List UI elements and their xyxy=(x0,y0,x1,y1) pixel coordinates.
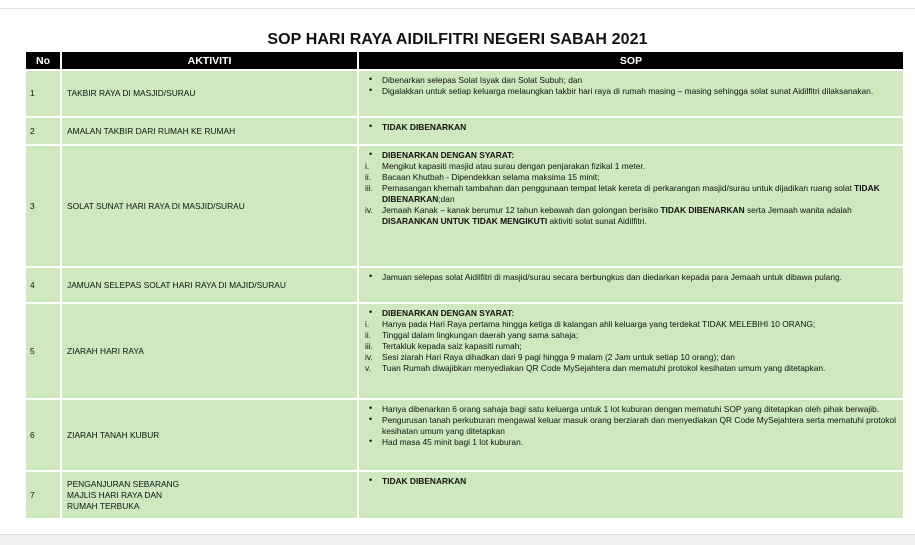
item-emphasis: TIDAK DIBENARKAN xyxy=(660,205,745,215)
activity-name-line: MAJLIS HARI RAYA DAN xyxy=(67,489,163,500)
top-divider xyxy=(0,8,915,9)
sop-bullet: • Dibenarkan selepas Solat Isyak dan Solat Subuh; dan xyxy=(365,75,897,86)
page-title: SOP HARI RAYA AIDILFITRI NEGERI SABAH 2021 xyxy=(267,31,648,48)
item-text: Mengikut kapasiti masjid atau surau dengan penjarakan fizikal 1 meter. xyxy=(382,161,646,171)
sop-cell xyxy=(359,268,903,302)
item-text: Bacaan Khutbah - Dipendekkan selama maksima 15 minit; xyxy=(382,172,600,182)
sop-item xyxy=(365,363,897,374)
sop-item xyxy=(365,172,897,183)
sop-table xyxy=(24,50,905,520)
row-number: 4 xyxy=(26,268,60,302)
item-text: Tertakluk kepada saiz kapasiti rumah; xyxy=(382,341,522,351)
sop-item xyxy=(365,319,897,330)
item-emphasis: DISARANKAN UNTUK TIDAK MENGIKUTI xyxy=(382,216,548,226)
item-number: ii. xyxy=(365,330,372,340)
table-row xyxy=(26,472,903,518)
sop-bullet: • Hanya dibenarkan 6 orang sahaja bagi satu keluarga untuk 1 lot kuburan dengan mematuhi SOP yang ditetapkan oleh pihak berwajib. xyxy=(365,404,897,415)
sop-bullet: • Pengurusan tanah perkuburan mengawal keluar masuk orang berziarah dan menyediakan QR Code MySejahtera serta mematuhi protokol kesihatan umum yang ditetapkan xyxy=(365,415,897,437)
row-number: 3 xyxy=(26,146,60,266)
item-number: iv. xyxy=(365,205,373,215)
item-number: iii. xyxy=(365,183,373,193)
item-text: Sesi ziarah Hari Raya dihadkan dari 9 pagi hingga 9 malam (2 Jam untuk setiap 10 orang); dan xyxy=(382,352,735,362)
activity-name: ZIARAH HARI RAYA xyxy=(62,304,357,398)
row-number: 5 xyxy=(26,304,60,398)
activity-name: SOLAT SUNAT HARI RAYA DI MASJID/SURAU xyxy=(62,146,357,266)
sop-item xyxy=(365,330,897,341)
sop-bullet: • Digalakkan untuk setiap keluarga melaungkan takbir hari raya di rumah masing – masing sehingga solat sunat Aidilfitri dilaksanakan. xyxy=(365,86,897,97)
sop-status: • DIBENARKAN DENGAN SYARAT: xyxy=(365,308,897,319)
item-number: iv. xyxy=(365,352,373,362)
item-text: Tinggal dalam lingkungan daerah yang sama sahaja; xyxy=(382,330,579,340)
sop-bullet: • Jamuan selepas solat Aidilfitri di masjid/surau secara berbungkus dan diedarkan kepada para Jemaah untuk dibawa pulang. xyxy=(365,272,897,283)
row-number: 1 xyxy=(26,71,60,116)
activity-name-line: RUMAH TERBUKA xyxy=(67,500,140,511)
item-text: Hanya pada Hari Raya pertama hingga ketiga di kalangan ahli keluarga yang terdekat TIDAK MELEBIHI 10 ORANG; xyxy=(382,319,816,329)
item-text: Jemaah Kanak – kanak berumur 12 tahun kebawah dan golongan berisiko xyxy=(382,205,661,215)
activity-name: ZIARAH TANAH KUBUR xyxy=(62,400,357,470)
sop-item xyxy=(365,341,897,352)
sop-cell xyxy=(359,118,903,144)
table-row xyxy=(26,304,903,398)
item-text: Tuan Rumah diwajibkan menyediakan QR Code MySejahtera dan mematuhi protokol kesihatan umum yang ditetapkan. xyxy=(382,363,826,373)
table-row xyxy=(26,268,903,302)
sop-item xyxy=(365,161,897,172)
header-aktiviti: AKTIVITI xyxy=(62,52,357,69)
item-number: i. xyxy=(365,161,370,171)
table-row xyxy=(26,400,903,470)
header-no: No xyxy=(26,52,60,69)
activity-name xyxy=(62,472,357,518)
bottom-scroll-strip xyxy=(0,534,915,545)
sop-item xyxy=(365,352,897,363)
item-number: ii. xyxy=(365,172,372,182)
activity-name: AMALAN TAKBIR DARI RUMAH KE RUMAH xyxy=(62,118,357,144)
item-text-tail: aktiviti solat sunat Aidilfitri. xyxy=(547,216,647,226)
sop-cell xyxy=(359,304,903,398)
sop-cell xyxy=(359,400,903,470)
item-number: i. xyxy=(365,319,370,329)
sop-item xyxy=(365,205,897,227)
activity-name-line: PENGANJURAN SEBARANG xyxy=(67,478,180,489)
sop-cell xyxy=(359,71,903,116)
activity-name: JAMUAN SELEPAS SOLAT HARI RAYA DI MAJID/SURAU xyxy=(62,268,357,302)
item-text: Pemasangan khemah tambahan dan penggunaan tempat letak kereta di perkarangan masjid/surau untuk dijadikan ruang solat xyxy=(382,183,855,193)
item-text-tail: ;dan xyxy=(438,194,455,204)
item-emphasis: TIDAK DIBENARKAN xyxy=(382,183,880,204)
item-number: v. xyxy=(365,363,371,373)
row-number: 6 xyxy=(26,400,60,470)
table-header-row xyxy=(26,52,903,69)
sop-status: • DIBENARKAN DENGAN SYARAT: xyxy=(365,150,897,161)
sop-bullet: • Had masa 45 minit bagi 1 lot kuburan. xyxy=(365,437,897,448)
table-row xyxy=(26,71,903,116)
row-number: 2 xyxy=(26,118,60,144)
header-sop: SOP xyxy=(359,52,903,69)
activity-name: TAKBIR RAYA DI MASJID/SURAU xyxy=(62,71,357,116)
item-number: iii. xyxy=(365,341,373,351)
sop-status: • TIDAK DIBENARKAN xyxy=(365,476,897,487)
table-row xyxy=(26,146,903,266)
table-row xyxy=(26,118,903,144)
item-text-tail: serta Jemaah wanita adalah xyxy=(744,205,852,215)
sop-cell xyxy=(359,472,903,518)
row-number: 7 xyxy=(26,472,60,518)
sop-cell xyxy=(359,146,903,266)
sop-status: • TIDAK DIBENARKAN xyxy=(365,122,897,133)
sop-item xyxy=(365,183,897,205)
